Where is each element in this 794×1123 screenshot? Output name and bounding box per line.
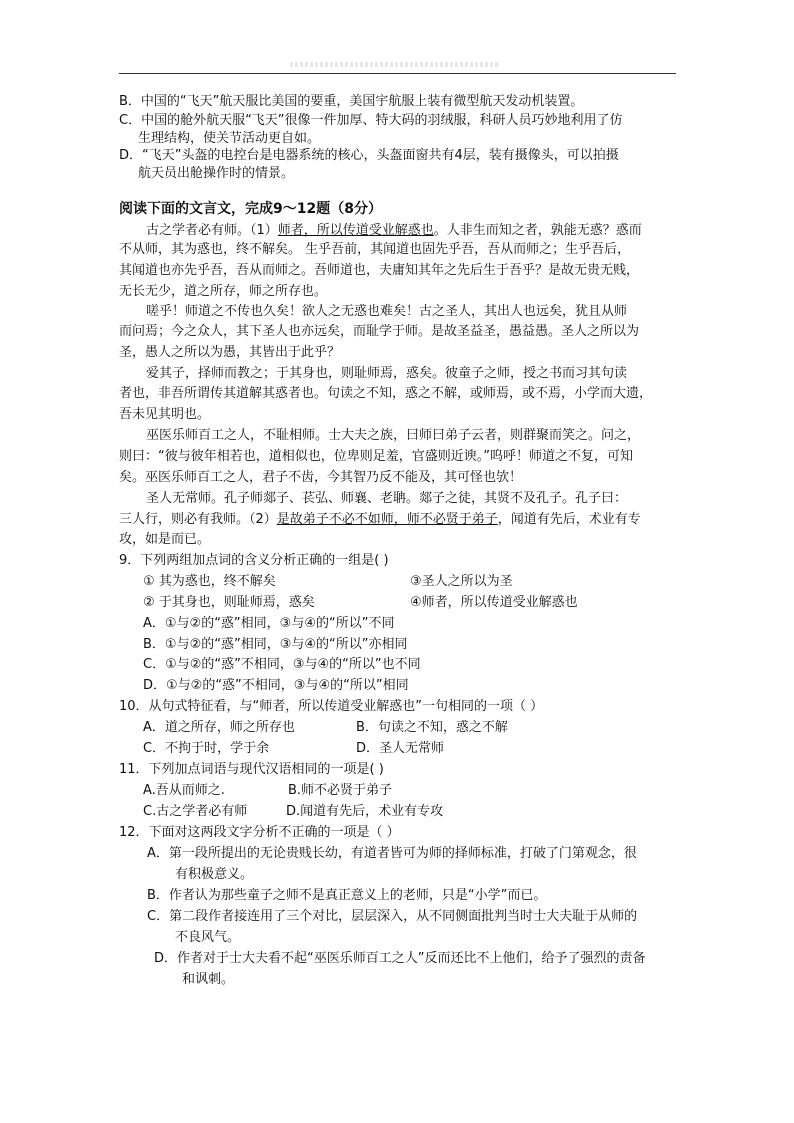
section-heading: 阅读下面的文言文，完成9～12题（8分） xyxy=(119,201,382,217)
q10-option-b: B．句读之不知，惑之不解 xyxy=(356,720,508,735)
passage-p5-line1: 圣人无常师。孔子师郯子、苌弘、师襄、老聃。郯子之徒，其贤不及孔子。孔子曰： xyxy=(146,491,628,506)
q9-option-d: D．①与②的“惑”不相同，③与④的“所以”相同 xyxy=(143,678,409,693)
q9-option-a: A．①与②的“惑”相同，③与④的“所以”不同 xyxy=(143,616,395,631)
q10-option-c: C．不拘于时，学于余 xyxy=(143,741,270,756)
q9-option-b: B．①与②的“惑”相同，③与④的“所以”亦相同 xyxy=(143,637,408,652)
prev-option-c-line1: C．中国的舱外航天服“飞天”很像一件加厚、特大码的羽绒服，科研人员巧妙地利用了仿 xyxy=(119,113,623,128)
passage-p4-line3: 矣。巫医乐师百工之人，君子不齿，今其智乃反不能及，其可怪也欤！ xyxy=(119,470,523,485)
passage-p1-line3: 其闻道也亦先乎吾，吾从而师之。吾师道也，夫庸知其年之先后生于吾乎？是故无贵无贱， xyxy=(119,263,640,278)
q10-stem: 10．从句式特征看，与“师者，所以传道受业解惑也”一句相同的一项（ ） xyxy=(119,699,544,714)
p5-text-a: 三人行，则必有我师。（2） xyxy=(119,512,277,527)
q9-item-2: ② 于其身也，则耻师焉，惑矣 xyxy=(143,595,315,610)
passage-p4-line2: 则曰：“彼与彼年相若也，道相似也，位卑则足羞，官盛则近谀。”呜呼！师道之不复，可知 xyxy=(119,449,633,464)
p1-text-b: 。人非生而知之者，孰能无惑？惑而 xyxy=(433,223,642,238)
q9-stem: 9．下列两组加点词的含义分析正确的一组是( ) xyxy=(119,553,389,568)
passage-p5-line2 xyxy=(119,511,641,529)
q9-option-c: C．①与②的“惑”不相同，③与④的“所以”也不同 xyxy=(143,657,421,672)
underlined-sentence-1: 师者，所以传道受业解惑也 xyxy=(277,223,434,238)
passage-p4-line1: 巫医乐师百工之人，不耻相师。士大夫之族，曰师曰弟子云者，则群聚而笑之。问之， xyxy=(146,428,641,443)
prev-option-b: B．中国的“飞天”航天服比美国的要重，美国宇航服上装有微型航天发动机装置。 xyxy=(119,94,584,109)
q12-option-d-line1: D．作者对于士大夫看不起“巫医乐师百工之人”反而还比不上他们，给予了强烈的责备 xyxy=(154,951,646,966)
prev-option-d-line2: 航天员出舱操作时的情景。 xyxy=(138,166,295,181)
q10-option-d: D．圣人无常师 xyxy=(356,741,445,756)
p5-text-b: ，闻道有先后，术业有专 xyxy=(497,512,641,527)
prev-option-c-line2: 生理结构，使关节活动更自如。 xyxy=(138,131,321,146)
q12-option-d-line2: 和讽刺。 xyxy=(182,972,235,987)
passage-p1-line4: 无长无少，道之所存，师之所存也。 xyxy=(119,284,328,299)
q12-option-c-line1: C．第二段作者接连用了三个对比，层层深入，从不同侧面批判当时士大夫耻于从师的 xyxy=(147,909,638,924)
q9-item-4: ④师者，所以传道受业解惑也 xyxy=(410,595,578,610)
passage-p1-line1 xyxy=(146,222,642,240)
passage-p2-line2: 而问焉；今之众人，其下圣人也亦远矣，而耻学于师。是故圣益圣，愚益愚。圣人之所以为 xyxy=(119,324,640,339)
passage-p5-line3: 攻，如是而已。 xyxy=(119,532,211,547)
passage-p2-line3: 圣，愚人之所以为愚，其皆出于此乎？ xyxy=(119,345,341,360)
q11-option-a: A.吾从而师之. xyxy=(143,783,225,798)
q10-option-a: A．道之所存，师之所存也 xyxy=(143,720,295,735)
header-rule xyxy=(119,73,676,74)
q9-item-3: ③圣人之所以为圣 xyxy=(410,574,513,589)
header-watermark xyxy=(290,62,500,67)
q11-stem: 11．下列加点词语与现代汉语相同的一项是( ) xyxy=(119,762,384,777)
passage-p1-line2: 不从师，其为惑也，终不解矣。 生乎吾前，其闻道也固先乎吾，吾从而师之；生乎吾后， xyxy=(119,242,631,257)
q12-option-c-line2: 不良风气。 xyxy=(175,930,241,945)
q12-option-a-line2: 有积极意义。 xyxy=(175,867,254,882)
q9-item-1: ① 其为惑也，终不解矣 xyxy=(143,574,276,589)
underlined-sentence-2: 是故弟子不必不如师，师不必贤于弟子 xyxy=(276,512,498,527)
passage-p3-line2: 者也，非吾所谓传其道解其惑者也。句读之不知，惑之不解，或师焉，或不焉，小学而大遗， xyxy=(119,386,653,401)
passage-p2-line1: 嗟乎！师道之不传也久矣！欲人之无惑也难矣！古之圣人，其出人也远矣，犹且从师 xyxy=(146,304,628,319)
passage-p3-line3: 吾未见其明也。 xyxy=(119,407,211,422)
q11-option-c: C.古之学者必有师 xyxy=(143,804,248,819)
q11-option-d: D.闻道有先后，术业有专攻 xyxy=(286,804,444,819)
q12-stem: 12．下面对这两段文字分析不正确的一项是（ ） xyxy=(119,825,400,840)
prev-option-d-line1: D．“飞天”头盔的电控台是电器系统的核心，头盔面窗共有4层，装有摄像头，可以拍摄 xyxy=(119,148,619,163)
q12-option-b: B．作者认为那些童子之师不是真正意义上的老师，只是“小学”而已。 xyxy=(147,888,547,903)
p1-text-a: 古之学者必有师。（1） xyxy=(146,223,278,238)
q12-option-a-line1: A．第一段所提出的无论贵贱长幼，有道者皆可为师的择师标准，打破了门第观念，很 xyxy=(147,846,637,861)
q11-option-b: B.师不必贤于弟子 xyxy=(288,783,393,798)
passage-p3-line1: 爱其子，择师而教之；于其身也，则耻师焉，惑矣。彼童子之师，授之书而习其句读 xyxy=(146,366,628,381)
